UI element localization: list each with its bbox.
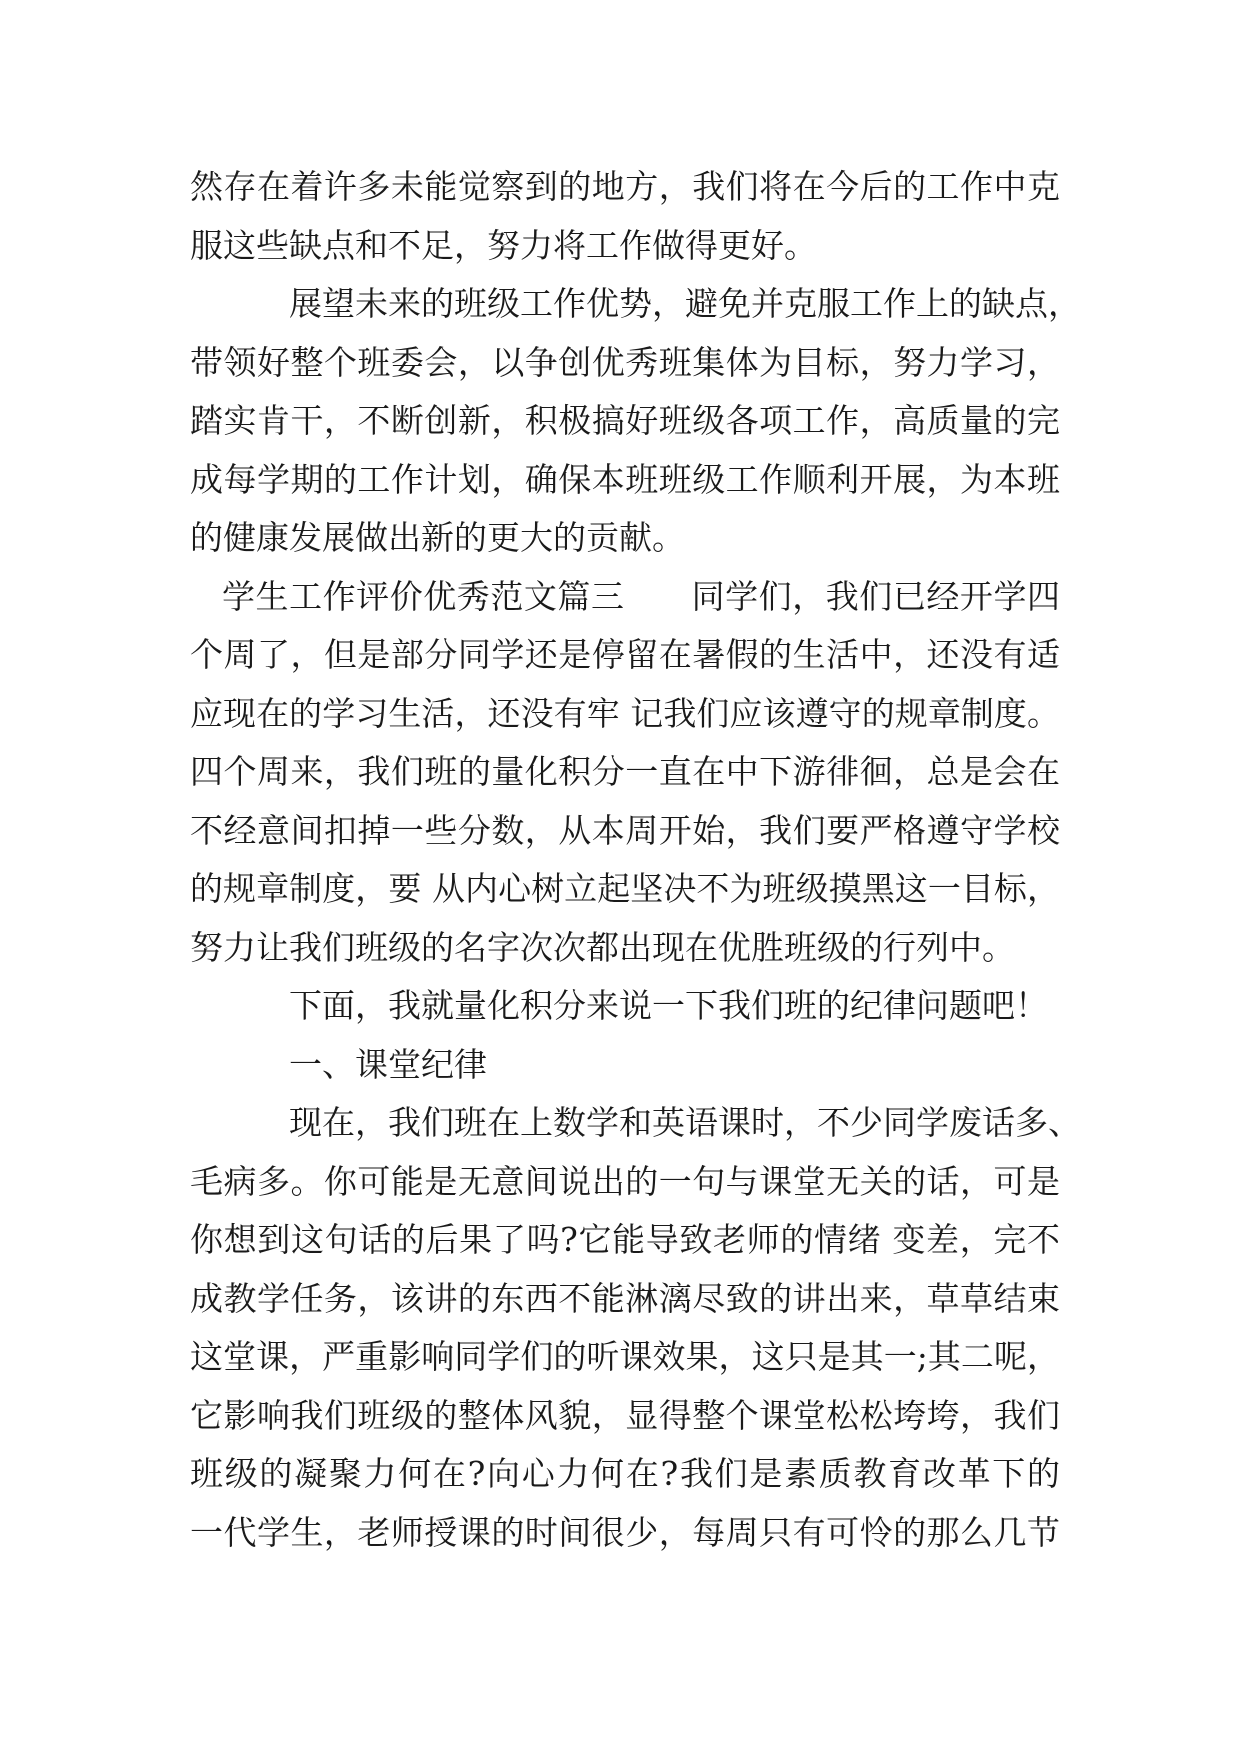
- text-line: 带领好整个班委会，以争创优秀班集体为目标，努力学习，: [190, 342, 1060, 382]
- text-line: 现在，我们班在上数学和英语课时，不少同学废话多、: [289, 1103, 1081, 1142]
- text-line: 服这些缺点和不足，努力将工作做得更好。: [190, 225, 817, 265]
- section-heading-line: 学生工作评价优秀范文篇三 同学们，我们已经开学四: [222, 576, 1060, 616]
- text-line: 成每学期的工作计划，确保本班班级工作顺利开展，为本班: [190, 459, 1060, 499]
- text-line: 努力让我们班级的名字次次都出现在优胜班级的行列中。: [190, 927, 1015, 967]
- subheading-line: 一、课堂纪律: [289, 1044, 487, 1084]
- text-line: 毛病多。你可能是无意间说出的一句与课堂无关的话，可是: [190, 1161, 1060, 1201]
- text-line: 展望未来的班级工作优势，避免并克服工作上的缺点，: [289, 284, 1081, 323]
- text-line: 个周了，但是部分同学还是停留在暑假的生活中，还没有适: [190, 635, 1060, 674]
- text-line: 的健康发展做出新的更大的贡献。: [190, 518, 685, 557]
- text-line: 你想到这句话的后果了吗?它能导致老师的情绪 变差，完不: [190, 1220, 1060, 1259]
- text-line: 这堂课，严重影响同学们的听课效果，这只是其一;其二呢，: [190, 1337, 1060, 1376]
- text-line: 四个周来，我们班的量化积分一直在中下游徘徊，总是会在: [190, 752, 1060, 791]
- text-line: 一代学生，老师授课的时间很少，每周只有可怜的那么几节: [190, 1512, 1060, 1552]
- text-line: 下面，我就量化积分来说一下我们班的纪律问题吧！: [289, 986, 1048, 1025]
- document-page: [190, 158, 1081, 1562]
- text-line: 然存在着许多未能觉察到的地方，我们将在今后的工作中克: [190, 167, 1060, 206]
- text-line: 成教学任务，该讲的东西不能淋漓尽致的讲出来，草草结束: [190, 1278, 1060, 1318]
- text-line: 的规章制度，要 从内心树立起坚决不为班级摸黑这一目标，: [190, 869, 1060, 908]
- text-line: 班级的凝聚力何在?向心力何在?我们是素质教育改革下的: [190, 1454, 1060, 1493]
- text-line: 踏实肯干，不断创新，积极搞好班级各项工作，高质量的完: [190, 401, 1060, 440]
- text-line: 它影响我们班级的整体风貌，显得整个课堂松松垮垮，我们: [190, 1395, 1060, 1435]
- text-line: 不经意间扣掉一些分数，从本周开始，我们要严格遵守学校: [190, 810, 1060, 850]
- text-line: 应现在的学习生活，还没有牢 记我们应该遵守的规章制度。: [190, 693, 1060, 733]
